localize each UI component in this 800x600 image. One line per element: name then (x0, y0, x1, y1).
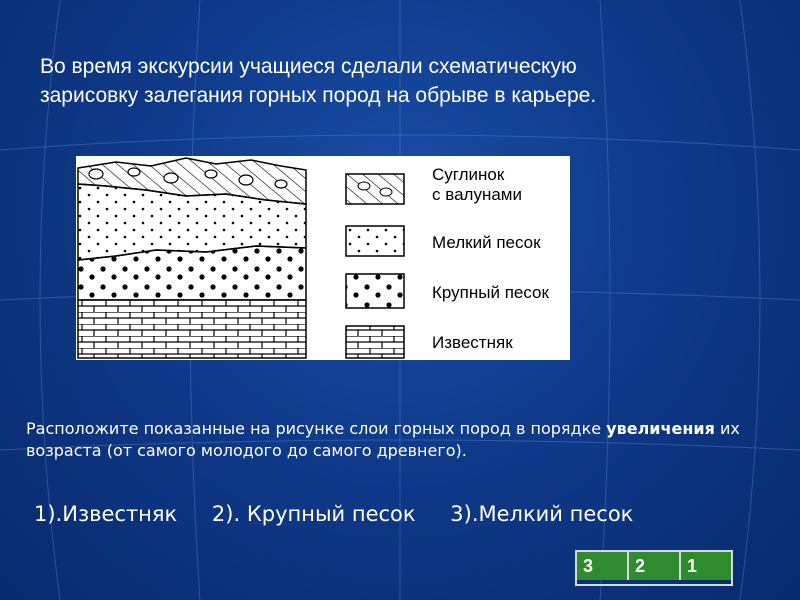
legend-swatch-limestone (346, 326, 404, 358)
legend-swatch-fine-sand (346, 226, 404, 256)
answer-cell-3[interactable]: 1 (681, 552, 731, 580)
title-line-2: зарисовку залегания горных пород на обрыве в карьере. (40, 84, 597, 107)
option-3: 3).Мелкий песок (450, 502, 634, 526)
answer-cell-1[interactable]: 3 (577, 552, 629, 580)
legend-label-fine-sand: Мелкий песок (432, 233, 541, 252)
cross-section (78, 158, 306, 358)
legend-swatch-coarse-sand (346, 274, 404, 308)
question-part-2: их возраста (от самого молодого до самого древнего). (26, 419, 740, 460)
question-text (26, 418, 746, 462)
rock-layers-figure (76, 156, 570, 360)
options-list (34, 500, 794, 528)
legend-label-loam-2: с валунами (432, 185, 522, 204)
question-part-1: Расположите показанные на рисунке слои горных пород в порядке (26, 419, 607, 438)
title-line-1: Во время экскурсии учащиеся сделали схематическую (40, 55, 577, 78)
legend-label-coarse-sand: Крупный песок (432, 283, 549, 302)
answer-table (575, 550, 733, 586)
layer-limestone (78, 300, 306, 358)
answer-cell-2[interactable]: 2 (629, 552, 681, 580)
legend-swatch-loam (346, 174, 404, 204)
option-2: 2). Крупный песок (211, 502, 416, 526)
legend-label-loam-1: Суглинок (432, 165, 505, 184)
legend-label-limestone: Известняк (432, 333, 513, 352)
question-bold: увеличения (606, 419, 715, 438)
slide-title (40, 52, 780, 110)
option-1: 1).Известняк (34, 502, 178, 526)
legend (346, 165, 550, 358)
